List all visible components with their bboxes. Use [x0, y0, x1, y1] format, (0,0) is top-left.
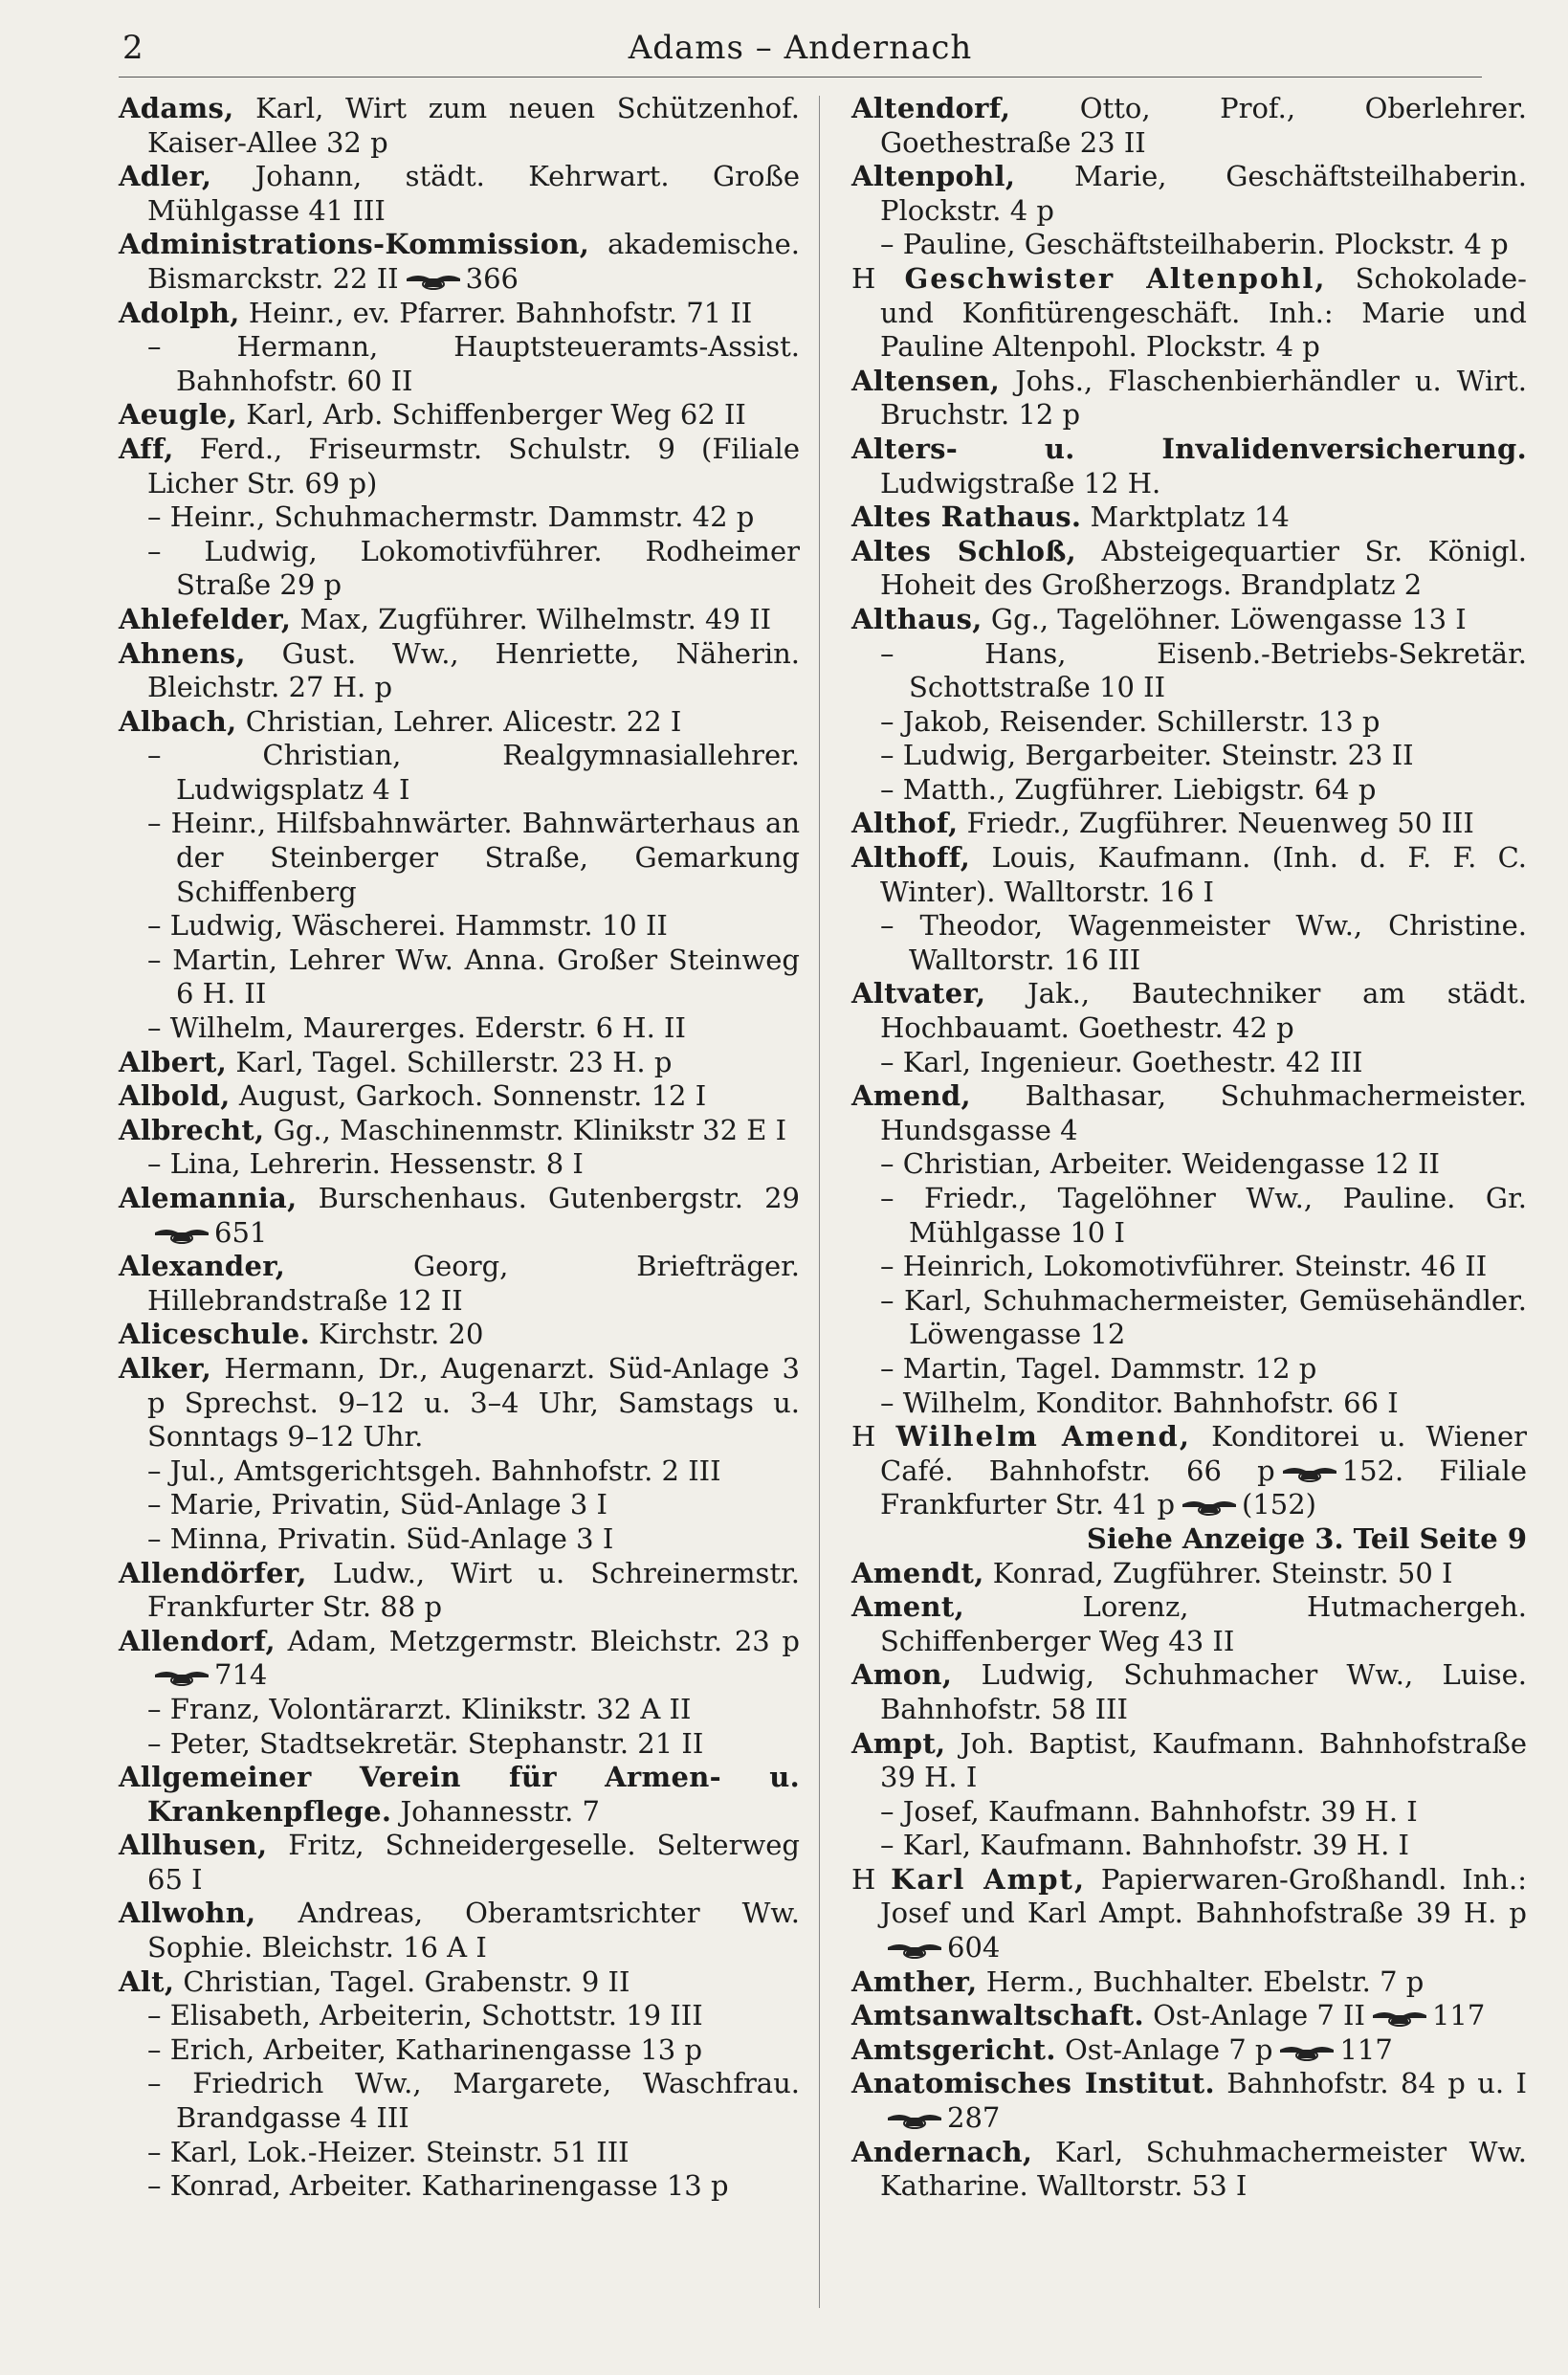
- entry-text: – Peter, Stadtsekretär. Stephanstr. 21 II: [147, 1726, 704, 1760]
- entry-text: – Heinr., Schuhmachermstr. Dammstr. 42 p: [147, 500, 755, 534]
- directory-entry: [851, 1658, 1527, 1726]
- entry-text: Siehe Anzeige 3. Teil Seite 9: [1086, 1521, 1527, 1555]
- entry-text: Ost-Anlage 7 II: [1143, 1999, 1365, 2032]
- sub-entry: [851, 773, 1527, 808]
- sub-entry: [851, 705, 1527, 740]
- directory-entry: [119, 1182, 800, 1250]
- entry-text: Jak., Bautechniker am städt. Hochbauamt. Goethestr. 42 p: [880, 977, 1527, 1045]
- entry-name: Alker,: [119, 1351, 212, 1385]
- entry-text: Christian, Lehrer. Alicestr. 22 I: [236, 704, 682, 738]
- entry-name: Adams,: [119, 92, 234, 124]
- entry-text: – Pauline, Geschäftsteilhaberin. Plockstr. 4 p: [880, 228, 1509, 261]
- entry-name: Albert,: [119, 1045, 228, 1078]
- entry-text: – Friedrich Ww., Margarete, Waschfrau. Brandgasse 4 III: [147, 2067, 800, 2135]
- entry-text: August, Garkoch. Sonnenstr. 12 I: [230, 1079, 707, 1113]
- entry-text: Karl, Schuhmachermeister Ww. Katharine. Walltorstr. 53 I: [880, 2135, 1527, 2203]
- entry-name: Albold,: [119, 1079, 231, 1113]
- entry-name: Allendorf,: [119, 1624, 276, 1657]
- entry-text: – Karl, Lok.-Heizer. Steinstr. 51 III: [147, 2135, 629, 2168]
- sub-entry: [119, 807, 800, 909]
- entry-name: Aeugle,: [119, 398, 237, 432]
- sub-entry: [851, 1352, 1527, 1387]
- directory-entry: [851, 2136, 1527, 2204]
- entry-text: – Martin, Tagel. Dammstr. 12 p: [880, 1351, 1317, 1385]
- entry-text: Johannesstr. 7: [391, 1794, 601, 1828]
- sub-entry: [119, 1147, 800, 1182]
- entry-text: Absteigequartier Sr. Königl. Hoheit des Großherzogs. Brandplatz 2: [880, 534, 1527, 602]
- sub-entry: [851, 637, 1527, 705]
- entry-text: Friedr., Zugführer. Neuenweg 50 III: [958, 807, 1474, 840]
- entry-name: Adler,: [119, 160, 212, 193]
- sub-entry: [851, 1046, 1527, 1080]
- entry-text: Gg., Tagelöhner. Löwengasse 13 I: [982, 602, 1467, 635]
- entry-name: Geschwister Altenpohl,: [904, 261, 1327, 295]
- directory-entry: [851, 1999, 1527, 2033]
- entry-text: – Wilhelm, Maurerges. Ederstr. 6 H. II: [147, 1011, 686, 1045]
- sub-entry: [851, 909, 1527, 977]
- entry-text: – Ludwig, Wäscherei. Hammstr. 10 II: [147, 909, 668, 943]
- sub-entry: [119, 2136, 800, 2170]
- entry-text: Hermann, Dr., Augenarzt. Süd-Anlage 3 p Sprechst. 9–12 u. 3–4 Uhr, Samstags u. Sonntags 9–12 Uhr.: [147, 1351, 800, 1454]
- directory-entry: [119, 92, 800, 160]
- sub-entry: [119, 330, 800, 398]
- directory-entry: [851, 1965, 1527, 2000]
- directory-entry: [119, 433, 800, 500]
- directory-entry: [851, 841, 1527, 909]
- entry-text: – Christian, Realgymnasiallehrer. Ludwigsplatz 4 I: [147, 739, 800, 806]
- entry-name: Aff,: [119, 432, 174, 465]
- entry-text: – Josef, Kaufmann. Bahnhofstr. 39 H. I: [880, 1794, 1418, 1828]
- entry-text: Adam, Metzgermstr. Bleichstr. 23 p: [275, 1624, 800, 1657]
- directory-entry: [119, 1114, 800, 1148]
- page-title: Adams – Andernach: [628, 29, 973, 67]
- entry-text: – Lina, Lehrerin. Hessenstr. 8 I: [147, 1147, 584, 1181]
- directory-entry: [119, 1557, 800, 1625]
- entry-text: Burschenhaus. Gutenbergstr. 29: [297, 1182, 800, 1214]
- sub-entry: [119, 739, 800, 807]
- phone-number: 714: [214, 1658, 268, 1692]
- sub-entry: [119, 1727, 800, 1762]
- entry-name: Ahlefelder,: [119, 602, 292, 635]
- entry-name: Amtsanwaltschaft.: [851, 1999, 1144, 2032]
- entry-text: Gg., Maschinenmstr. Klinikstr 32 E I: [264, 1113, 787, 1146]
- entry-name: Ament,: [851, 1590, 965, 1624]
- entry-text: – Jakob, Reisender. Schillerstr. 13 p: [880, 704, 1380, 738]
- entry-text: – Hans, Eisenb.-Betriebs-Sekretär. Schottstraße 10 II: [880, 636, 1527, 704]
- advert-note: [851, 1522, 1527, 1557]
- directory-entry: [119, 1250, 800, 1318]
- entry-text: – Martin, Lehrer Ww. Anna. Großer Steinweg 6 H. II: [147, 943, 800, 1010]
- sub-entry: [119, 943, 800, 1011]
- firm-entry: [851, 1420, 1527, 1522]
- sub-entry: [119, 2169, 800, 2204]
- entry-name: Alters- u. Invalidenversicherung.: [851, 432, 1527, 465]
- sub-entry: [119, 1488, 800, 1522]
- directory-entry: [851, 2067, 1527, 2135]
- telephone-icon: [1181, 1497, 1238, 1516]
- entry-text: Lorenz, Hutmachergeh. Schiffenberger Weg 43 II: [880, 1590, 1527, 1657]
- entry-text: akademische. Bismarckstr. 22 II: [147, 228, 800, 295]
- entry-name: Allwohn,: [119, 1897, 256, 1930]
- entry-name: Altensen,: [851, 364, 1001, 397]
- directory-entry: [119, 705, 800, 740]
- directory-entry: [851, 160, 1527, 228]
- entry-text: Balthasar, Schuhmachermeister. Hundsgasse 4: [880, 1079, 1527, 1146]
- entry-name: Althof,: [851, 807, 959, 840]
- sub-entry: [119, 2033, 800, 2068]
- entry-name: Amend,: [851, 1079, 971, 1113]
- entry-text: – Matth., Zugführer. Liebigstr. 64 p: [880, 772, 1377, 806]
- entry-text: Ludwigstraße 12 H.: [880, 466, 1161, 499]
- entry-name: Allgemeiner Verein für Armen- u. Krankenpflege.: [119, 1761, 800, 1828]
- directory-entry: [119, 1965, 800, 2000]
- telephone-icon: [1278, 2042, 1336, 2061]
- entry-text: Gust. Ww., Henriette, Näherin. Bleichstr. 27 H. p: [147, 636, 800, 704]
- entry-text: Konrad, Zugführer. Steinstr. 50 I: [983, 1556, 1453, 1589]
- entry-text: Konditorei u. Wiener Café. Bahnhofstr. 66 p: [880, 1420, 1527, 1487]
- sub-entry: [851, 228, 1527, 262]
- phone-number: 651: [214, 1215, 268, 1249]
- entry-text: – Ludwig, Bergarbeiter. Steinstr. 23 II: [880, 739, 1414, 772]
- sub-entry: [119, 2067, 800, 2135]
- directory-entry: [851, 603, 1527, 637]
- phone-number: 604: [947, 1931, 1001, 1964]
- directory-entry: [851, 1079, 1527, 1147]
- entry-text: Max, Zugführer. Wilhelmstr. 49 II: [291, 602, 772, 635]
- sub-entry: [119, 1454, 800, 1489]
- sub-entry: [851, 1250, 1527, 1284]
- directory-entry: [119, 160, 800, 228]
- entry-name: Anatomisches Institut.: [851, 2067, 1215, 2100]
- entry-text: Georg, Briefträger. Hillebrandstraße 12 II: [147, 1250, 800, 1317]
- sub-entry: [851, 1147, 1527, 1182]
- entry-text: – Karl, Ingenieur. Goethestr. 42 III: [880, 1045, 1363, 1078]
- directory-entry: [851, 365, 1527, 433]
- sub-entry: [851, 1795, 1527, 1830]
- sub-entry: [851, 1284, 1527, 1352]
- directory-entry: [119, 228, 800, 296]
- entry-text: Fritz, Schneidergeselle. Selterweg 65 I: [147, 1829, 800, 1896]
- directory-entry: [851, 1727, 1527, 1795]
- telephone-icon: [153, 1225, 210, 1244]
- directory-entry: [119, 398, 800, 433]
- entry-name: Aliceschule.: [119, 1318, 310, 1351]
- telephone-icon: [886, 1940, 943, 1959]
- entry-text: Otto, Prof., Oberlehrer. Goethestraße 23 II: [880, 92, 1527, 159]
- entry-text: – Hermann, Hauptsteueramts-Assist. Bahnhofstr. 60 II: [147, 330, 800, 397]
- entry-text: Marktplatz 14: [1081, 500, 1290, 534]
- entry-text: Heinr., ev. Pfarrer. Bahnhofstr. 71 II: [239, 296, 753, 329]
- entry-text: Ludw., Wirt u. Schreinermstr. Frankfurter Str. 88 p: [147, 1556, 800, 1624]
- entry-text: – Theodor, Wagenmeister Ww., Christine. Walltorstr. 16 III: [880, 909, 1527, 976]
- right-column: [851, 92, 1527, 2204]
- entry-text: Johs., Flaschenbierhändler u. Wirt. Bruchstr. 12 p: [880, 364, 1527, 432]
- entry-text: Kirchstr. 20: [309, 1318, 484, 1351]
- directory-entry: [119, 1761, 800, 1829]
- sub-entry: [119, 1999, 800, 2033]
- sub-entry: [119, 535, 800, 603]
- firm-entry: [851, 1863, 1527, 1965]
- phone-number: 152.: [1341, 1454, 1404, 1487]
- entry-name: Allendörfer,: [119, 1556, 307, 1589]
- directory-entry: [119, 637, 800, 705]
- telephone-icon: [153, 1667, 210, 1686]
- directory-entry: [119, 1829, 800, 1897]
- entry-name: Adolph,: [119, 296, 240, 329]
- sub-entry: [851, 1182, 1527, 1250]
- directory-entry: [119, 1625, 800, 1693]
- entry-name: Karl Ampt,: [891, 1862, 1087, 1896]
- entry-text: – Elisabeth, Arbeiterin, Schottstr. 19 III: [147, 1999, 703, 2032]
- directory-entry: [851, 977, 1527, 1045]
- column-divider: [819, 96, 820, 2308]
- entry-text: Filiale Frankfurter Str. 41 p: [880, 1454, 1527, 1521]
- page-header: [119, 29, 1482, 78]
- entry-text: Karl, Tagel. Schillerstr. 23 H. p: [227, 1045, 673, 1078]
- directory-entry: [851, 433, 1527, 500]
- entry-name: Altendorf,: [851, 92, 1011, 124]
- telephone-icon: [886, 2110, 943, 2129]
- sub-entry: [119, 1522, 800, 1557]
- directory-entry: [119, 1046, 800, 1080]
- entry-text: – Wilhelm, Konditor. Bahnhofstr. 66 I: [880, 1386, 1399, 1419]
- directory-entry: [851, 500, 1527, 535]
- entry-text: Johann, städt. Kehrwart. Große Mühlgasse 41 III: [147, 160, 800, 227]
- entry-name: Andernach,: [851, 2135, 1033, 2168]
- entry-name: Amther,: [851, 1964, 978, 1998]
- entry-name: Althaus,: [851, 602, 983, 635]
- firm-marker: H: [851, 1420, 896, 1454]
- firm-marker: H: [851, 1862, 892, 1896]
- entry-text: – Ludwig, Lokomotivführer. Rodheimer Straße 29 p: [147, 534, 800, 602]
- entry-name: Alemannia,: [119, 1182, 298, 1214]
- entry-name: Altes Rathaus.: [851, 500, 1082, 534]
- entry-text: – Friedr., Tagelöhner Ww., Pauline. Gr. Mühlgasse 10 I: [880, 1182, 1527, 1249]
- entry-text: Herm., Buchhalter. Ebelstr. 7 p: [977, 1964, 1424, 1998]
- sub-entry: [851, 739, 1527, 773]
- entry-name: Allhusen,: [119, 1829, 268, 1862]
- entry-text: Christian, Tagel. Grabenstr. 9 II: [174, 1964, 630, 1998]
- page-number: 2: [122, 29, 144, 67]
- entry-text: Karl, Arb. Schiffenberger Weg 62 II: [236, 398, 746, 432]
- entry-text: – Christian, Arbeiter. Weidengasse 12 II: [880, 1147, 1440, 1181]
- directory-entry: [851, 2033, 1527, 2068]
- sub-entry: [851, 1829, 1527, 1863]
- entry-text: – Konrad, Arbeiter. Katharinengasse 13 p: [147, 2169, 729, 2203]
- entry-text: – Erich, Arbeiter, Katharinengasse 13 p: [147, 2032, 703, 2066]
- directory-entry: [119, 1079, 800, 1114]
- phone-number: 366: [465, 261, 519, 295]
- entry-text: – Heinr., Hilfsbahnwärter. Bahnwärterhaus an der Steinberger Straße, Gemarkung Schiffenberg: [147, 807, 800, 908]
- directory-entry: [851, 92, 1527, 160]
- phone-number: 117: [1431, 1999, 1486, 2032]
- telephone-icon: [1281, 1463, 1338, 1482]
- directory-entry: [851, 1590, 1527, 1658]
- directory-entry: [851, 535, 1527, 603]
- entry-name: Altes Schloß,: [851, 534, 1077, 567]
- entry-name: Althoff,: [851, 841, 971, 875]
- entry-name: Amon,: [851, 1658, 953, 1692]
- entry-text: Joh. Baptist, Kaufmann. Bahnhofstraße 39 H. I: [880, 1726, 1527, 1794]
- entry-name: Albach,: [119, 704, 237, 738]
- entry-text: Louis, Kaufmann. (Inh. d. F. F. C. Winter). Walltorstr. 16 I: [880, 841, 1527, 908]
- entry-text: Bahnhofstr. 84 p u. I: [1214, 2067, 1527, 2100]
- firm-entry: [851, 262, 1527, 365]
- directory-entry: [851, 807, 1527, 841]
- entry-name: Albrecht,: [119, 1113, 265, 1146]
- entry-name: Altvater,: [851, 977, 986, 1010]
- entry-name: Administrations-Kommission,: [119, 228, 590, 261]
- directory-entry: [119, 1318, 800, 1352]
- entry-text: – Karl, Kaufmann. Bahnhofstr. 39 H. I: [880, 1829, 1409, 1862]
- firm-marker: H: [851, 261, 905, 295]
- entry-text: – Karl, Schuhmachermeister, Gemüsehändler. Löwengasse 12: [880, 1283, 1527, 1351]
- entry-text: – Minna, Privatin. Süd-Anlage 3 I: [147, 1521, 614, 1555]
- directory-entry: [119, 1897, 800, 1964]
- left-column: [119, 92, 800, 2204]
- entry-name: Altenpohl,: [851, 160, 1016, 193]
- entry-text: Ost-Anlage 7 p: [1055, 2032, 1273, 2066]
- entry-name: Amtsgericht.: [851, 2032, 1056, 2066]
- entry-text: Marie, Geschäftsteilhaberin. Plockstr. 4 p: [880, 160, 1527, 227]
- entry-name: Ahnens,: [119, 636, 246, 670]
- phone-number: 287: [947, 2101, 1001, 2135]
- telephone-icon: [1371, 2008, 1428, 2027]
- entry-text: Papierwaren-Großhandl. Inh.: Josef und Karl Ampt. Bahnhofstraße 39 H. p: [880, 1862, 1527, 1930]
- sub-entry: [119, 1693, 800, 1727]
- directory-entry: [119, 603, 800, 637]
- directory-entry: [851, 1557, 1527, 1591]
- entry-name: Ampt,: [851, 1726, 946, 1760]
- entry-name: Alexander,: [119, 1250, 286, 1283]
- sub-entry: [851, 1387, 1527, 1421]
- entry-text: – Heinrich, Lokomotivführer. Steinstr. 46 II: [880, 1250, 1488, 1283]
- sub-entry: [119, 1011, 800, 1046]
- entry-text: Ferd., Friseurmstr. Schulstr. 9 (Filiale Licher Str. 69 p): [147, 432, 800, 499]
- entry-text: – Franz, Volontärarzt. Klinikstr. 32 A II: [147, 1692, 692, 1725]
- entry-text: Andreas, Oberamtsrichter Ww. Sophie. Bleichstr. 16 A I: [147, 1897, 800, 1964]
- phone-number: 117: [1339, 2032, 1393, 2066]
- telephone-icon: [405, 271, 462, 290]
- entry-text: Karl, Wirt zum neuen Schützenhof. Kaiser-Allee 32 p: [147, 92, 800, 159]
- sub-entry: [119, 500, 800, 535]
- entry-name: Alt,: [119, 1964, 175, 1998]
- entry-text: Ludwig, Schuhmacher Ww., Luise. Bahnhofstr. 58 III: [880, 1658, 1527, 1725]
- entry-text: – Jul., Amtsgerichtsgeh. Bahnhofstr. 2 III: [147, 1454, 721, 1487]
- entry-name: Wilhelm Amend,: [895, 1420, 1191, 1454]
- entry-text: – Marie, Privatin, Süd-Anlage 3 I: [147, 1488, 607, 1521]
- directory-entry: [119, 1352, 800, 1454]
- directory-entry: [119, 297, 800, 331]
- phone-number: (152): [1242, 1488, 1316, 1521]
- sub-entry: [119, 909, 800, 943]
- entry-text: Schokolade- und Konfitürengeschäft. Inh.: Marie und Pauline Altenpohl. Plockstr. 4 p: [880, 261, 1527, 364]
- entry-name: Amendt,: [851, 1556, 984, 1589]
